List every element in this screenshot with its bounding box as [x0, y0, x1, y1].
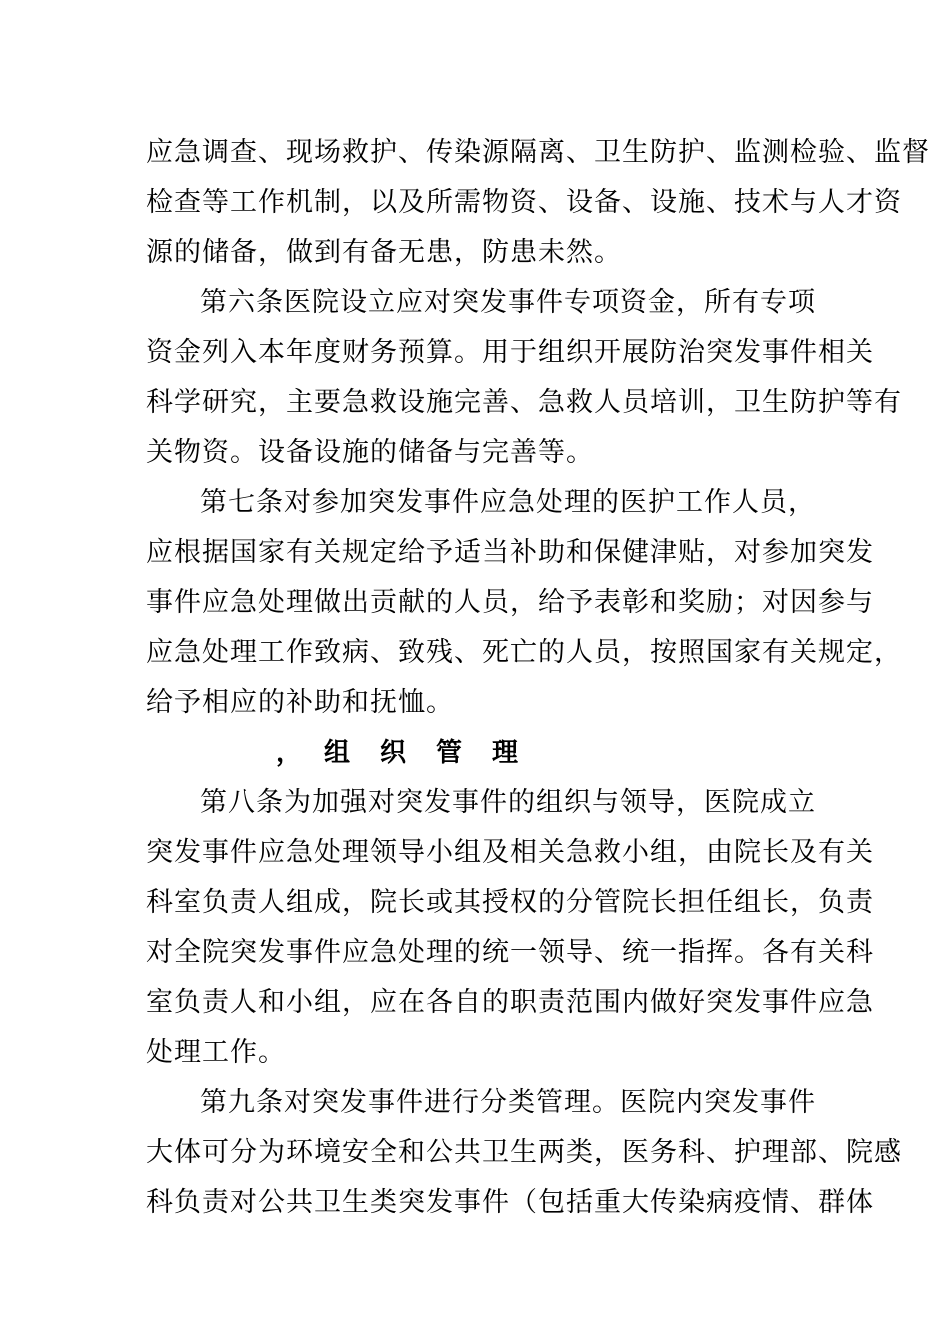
text-line: 应急处理工作致病、致残、死亡的人员，按照国家有关规定，: [146, 637, 902, 668]
section-heading: [146, 728, 810, 778]
article-label: 第六条: [200, 287, 284, 318]
text-line: 给予相应的补助和抚恤。: [146, 687, 454, 718]
article-heading-line: [146, 778, 816, 828]
text-line: 资金列入本年度财务预算。用于组织开展防治突发事件相关: [146, 337, 874, 368]
text-line: 突发事件应急处理领导小组及相关急救小组，由院长及有关: [146, 837, 874, 868]
article-first-text: 医院设立应对突发事件专项资金，所有专项: [284, 287, 816, 318]
article-first-text: 对突发事件进行分类管理。医院内突发事件: [284, 1087, 816, 1118]
text-line: 事件应急处理做出贡献的人员，给予表彰和奖励；对因参与: [146, 587, 874, 618]
article-8: [146, 778, 874, 1078]
section-heading-text: 组织管理: [324, 738, 549, 768]
article-label: 第八条: [200, 787, 284, 818]
text-line: 关物资。设备设施的储备与完善等。: [146, 437, 594, 468]
article-6: [146, 278, 902, 478]
text-line: 大体可分为环境安全和公共卫生两类，医务科、护理部、院感: [146, 1137, 902, 1168]
article-label: 第七条: [200, 487, 284, 518]
section-heading-comma: ，: [276, 738, 303, 768]
text-line: 应根据国家有关规定给予适当补助和保健津贴，对参加突发: [146, 537, 874, 568]
text-line: 室负责人和小组，应在各自的职责范围内做好突发事件应急: [146, 987, 874, 1018]
text-line: 处理工作。: [146, 1037, 286, 1068]
article-first-text: 对参加突发事件应急处理的医护工作人员，: [284, 487, 816, 518]
text-line: 科学研究，主要急救设施完善、急救人员培训，卫生防护等有: [146, 387, 902, 418]
text-line: 科负责对公共卫生类突发事件（包括重大传染病疫情、群体: [146, 1187, 874, 1218]
document-page: [146, 128, 930, 1228]
text-line: 对全院突发事件应急处理的统一领导、统一指挥。各有关科: [146, 937, 874, 968]
article-9: [146, 1078, 902, 1228]
paragraph-continued: [146, 128, 930, 278]
article-heading-line: [146, 478, 816, 528]
article-heading-line: [146, 1078, 816, 1128]
text-line: 应急调查、现场救护、传染源隔离、卫生防护、监测检验、监督: [146, 137, 930, 168]
text-line: 检查等工作机制，以及所需物资、设备、设施、技术与人才资: [146, 187, 902, 218]
article-first-text: 为加强对突发事件的组织与领导，医院成立: [284, 787, 816, 818]
article-label: 第九条: [200, 1087, 284, 1118]
article-heading-line: [146, 278, 816, 328]
article-7: [146, 478, 902, 728]
text-line: 源的储备，做到有备无患，防患未然。: [146, 237, 622, 268]
text-line: 科室负责人组成，院长或其授权的分管院长担任组长，负责: [146, 887, 874, 918]
